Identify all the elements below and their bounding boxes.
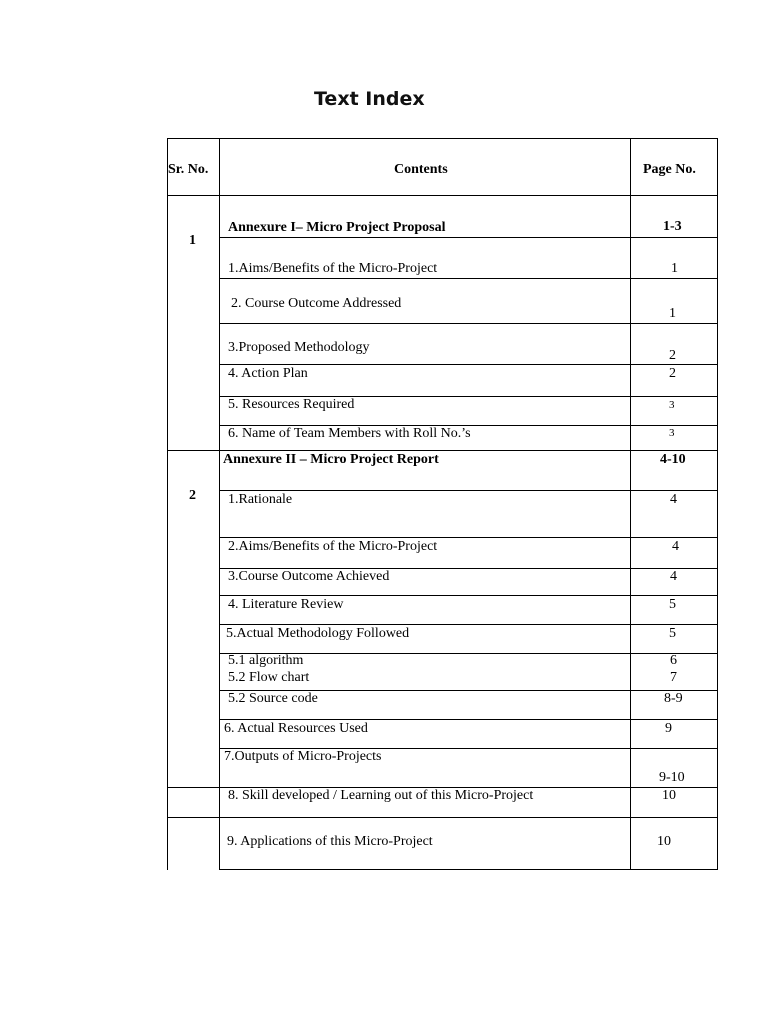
row-page: 4 <box>670 492 677 507</box>
row-divider <box>219 278 718 279</box>
row-content: 1.Rationale <box>228 492 293 507</box>
section-sr-no: 1 <box>189 233 196 248</box>
row-content: 5.Actual Methodology Followed <box>226 626 410 641</box>
table-divider-page <box>630 138 631 870</box>
row-8-bottom <box>167 817 718 818</box>
row-content: 3.Course Outcome Achieved <box>228 569 390 584</box>
row-page: 10 <box>657 834 671 849</box>
header-contents: Contents <box>394 162 448 177</box>
row-page: 4 <box>672 539 679 554</box>
row-content: 1.Aims/Benefits of the Micro-Project <box>228 261 438 276</box>
row-page: 9-10 <box>659 770 685 785</box>
header-sr-no: Sr. No. <box>168 162 209 177</box>
row-page: 8-9 <box>664 691 683 706</box>
row-content: 4. Action Plan <box>228 366 308 381</box>
row-content: 9. Applications of this Micro-Project <box>227 834 433 849</box>
row-content: Annexure I– Micro Project Proposal <box>228 220 446 235</box>
table-border-right <box>717 138 718 870</box>
row-page: 6 <box>670 653 677 668</box>
table-divider-contents <box>219 138 220 870</box>
row-content: 6. Actual Resources Used <box>224 721 368 736</box>
row-content: 3.Proposed Methodology <box>228 340 370 355</box>
row-page: 1-3 <box>663 219 682 234</box>
row-divider <box>219 490 718 491</box>
section-sr-no: 2 <box>189 488 196 503</box>
row-page: 3 <box>669 427 675 439</box>
row-page: 7 <box>670 670 677 685</box>
row-content: 5.1 algorithm <box>228 653 304 668</box>
row-page: 5 <box>669 597 676 612</box>
row-content: 6. Name of Team Members with Roll No.’s <box>228 426 471 441</box>
row-content: 8. Skill developed / Learning out of this Micro-Project <box>228 788 534 803</box>
table-border-bottom <box>219 869 718 870</box>
table-header-bottom <box>167 195 718 196</box>
row-page: 10 <box>662 788 676 803</box>
row-content: Annexure II – Micro Project Report <box>223 452 439 467</box>
row-content: 2. Course Outcome Addressed <box>231 296 402 311</box>
row-divider <box>219 624 718 625</box>
row-divider <box>219 719 718 720</box>
row-page: 4 <box>670 569 677 584</box>
row-content: 7.Outputs of Micro-Projects <box>224 749 382 764</box>
row-page: 2 <box>669 348 676 363</box>
row-page: 1 <box>671 261 678 276</box>
row-page: 9 <box>665 721 672 736</box>
row-content: 5.2 Flow chart <box>228 670 310 685</box>
table-border-left <box>167 138 168 870</box>
row-divider <box>219 323 718 324</box>
row-divider <box>219 595 718 596</box>
row-page: 1 <box>669 306 676 321</box>
row-page: 2 <box>669 366 676 381</box>
section-1-bottom <box>167 450 718 451</box>
row-content: 5. Resources Required <box>228 397 355 412</box>
row-content: 2.Aims/Benefits of the Micro-Project <box>228 539 438 554</box>
row-page: 3 <box>669 399 675 411</box>
row-content: 5.2 Source code <box>228 691 318 706</box>
table-border-top <box>167 138 718 139</box>
page-title: Text Index <box>314 88 425 110</box>
row-content: 4. Literature Review <box>228 597 344 612</box>
row-divider <box>219 537 718 538</box>
row-divider <box>219 237 718 238</box>
row-page: 4-10 <box>660 452 686 467</box>
row-divider <box>219 364 718 365</box>
row-page: 5 <box>669 626 676 641</box>
header-page-no: Page No. <box>643 162 696 177</box>
